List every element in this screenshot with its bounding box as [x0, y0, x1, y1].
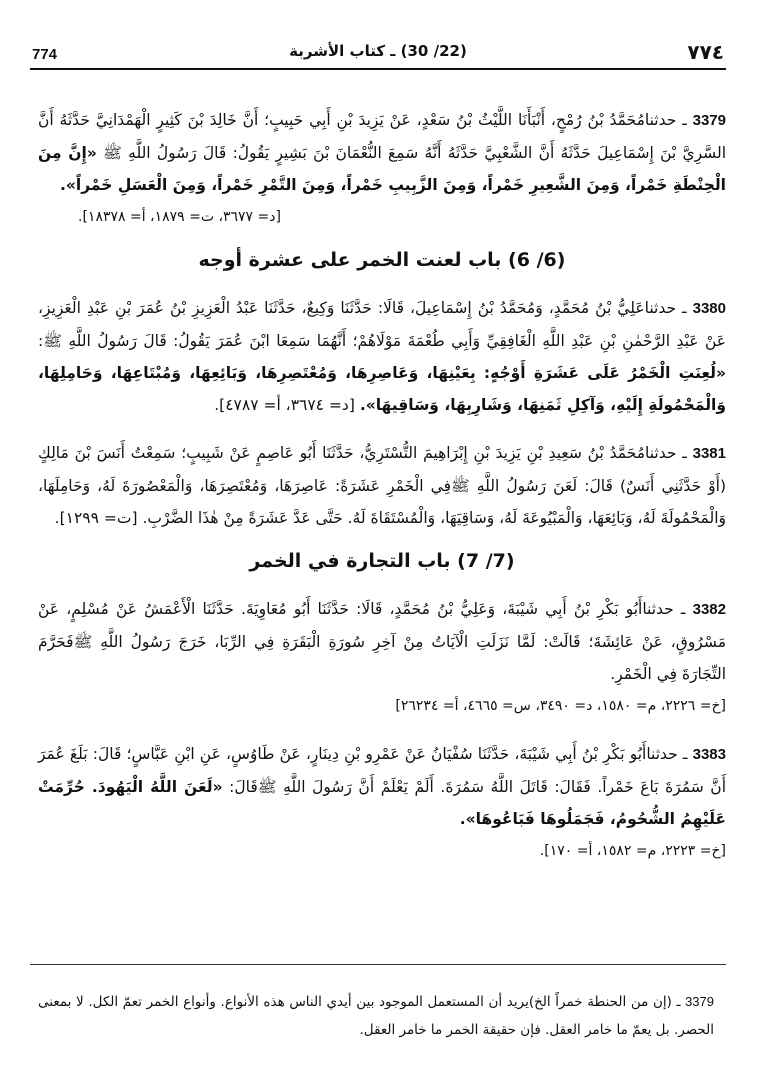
hadith-isnad: ـ حدثناأَبُو بَكْرِ بْنُ أَبِي شَيْبَةَ، حَدَّثَنَا سُفْيَانُ عَنْ عَمْرِو بْنِ دِينَارٍ، عَنْ طَاوُسٍ، عَنِ ابْنِ عَبَّاسٍ؛ قَالَ: بَلَغَ عُمَرَ أَنَّ سَمُرَةَ بَاعَ خَمْراً. فَقَالَ: قَاتَلَ اللَّهُ سَمُرَةَ. أَلَمْ يَعْلَمْ أَنَّ رَسُولَ اللَّهِ ﷺقَالَ: — [38, 744, 727, 796]
hadith-reference: [د= ٣٦٧٧، ت= ١٨٧٩، أ= ١٨٣٧٨]. — [78, 208, 281, 225]
hadith-3382 — [38, 593, 726, 722]
header-rule — [30, 68, 726, 70]
hadith-3381 — [38, 437, 726, 534]
page-number-arabic: ٧٧٤ — [687, 40, 724, 64]
hadith-number: 3379 — [692, 111, 726, 129]
hadith-reference: [خ= ٢٢٢٣، م= ١٥٨٢، أ= ١٧٠]. — [539, 842, 726, 859]
page-body — [38, 88, 726, 877]
hadith-reference: [ت= ١٢٩٩]. — [54, 508, 138, 527]
footnote-number: 3379 — [685, 993, 714, 1009]
footnote — [38, 988, 714, 1044]
footnote-text: ـ (إن من الحنطة خمراً الخ)يريد أن المستعمل الموجود بين أيدي الناس هذه الأنواع. وأنواع الخمر تعمّ الكل. لا بمعنى الحصر. بل يعمّ ما خامر العقل. فإن حقيقة الخمر ما خامر العقل. — [38, 993, 714, 1038]
hadith-matn: «إِنَّ مِنَ الْحِنْطَةِ خَمْراً، وَمِنَ الشَّعِيرِ خَمْراً، وَمِنَ الزَّبِيبِ خَمْراً، وَمِنَ التَّمْرِ خَمْراً، وَمِنَ الْعَسَلِ خَمْراً». — [38, 143, 726, 194]
hadith-3383 — [38, 738, 726, 867]
page-number-latin: 774 — [32, 46, 58, 63]
hadith-isnad: ـ حدثنامُحَمَّدُ بْنُ رُمْحٍ، أَنْبَأَنَا اللَّيْثُ بْنُ سَعْدٍ، عَنْ يَزِيدَ بْنِ أَبِي حَبِيبٍ؛ أَنَّ خَالِدَ بْنَ كَثِيرٍ الْهَمْدَانِيَّ حَدَّثَهُ أَنَّ السَّرِيَّ بْنَ إِسْمَاعِيلَ حَدَّثَهُ أَنَّ الشَّعْبِيَّ حَدَّثَهُ أَنَّهُ سَمِعَ النُّعْمَانَ بْنَ بَشِيرٍ يَقُولُ: قَالَ رَسُولُ اللَّهِ ﷺ — [38, 110, 727, 162]
chapter-heading-6: (6/ 6) باب لعنت الخمر على عشرة أوجه — [198, 248, 566, 271]
hadith-matn: «لَعَنَ اللَّهُ الْيَهُودَ. حُرِّمَتْ عَلَيْهِمُ الشُّحُومُ، فَجَمَلُوهَا فَبَاعُوهَا». — [38, 777, 726, 828]
hadith-number: 3383 — [692, 745, 726, 763]
hadith-3380 — [38, 292, 726, 421]
running-head: (22/ 30) ـ كتاب الأشربة — [289, 42, 467, 60]
hadith-reference: [د= ٣٦٧٤، أ= ٤٧٨٧]. — [214, 396, 355, 414]
footnote-rule — [30, 964, 726, 965]
chapter-heading-7: (7/ 7) باب التجارة في الخمر — [249, 549, 515, 572]
hadith-number: 3380 — [692, 300, 726, 317]
hadith-isnad: ـ حدثناعَلِيُّ بْنُ مُحَمَّدٍ، وَمُحَمَّدُ بْنُ إِسْمَاعِيلَ، قَالَا: حَدَّثَنَا وَكِيعٌ، حَدَّثَنَا عَبْدُ الْعَزِيزِ بْنُ عُمَرَ بْنِ عَبْدِ الْعَزِيزِ، عَنْ عَبْدِ الرَّحْمٰنِ بْنِ عَبْدِ اللَّهِ الْغَافِقِيِّ وَأَبِي طُعْمَةَ مَوْلَاهُمْ؛ أَنَّهُمَا سَمِعَا ابْنَ عُمَرَ يَقُولُ: قَالَ رَسُولُ اللَّهِ ﷺ: — [38, 299, 726, 350]
hadith-3379 — [38, 104, 726, 233]
hadith-reference: [خ= ٢٢٢٦، م= ١٥٨٠، د= ٣٤٩٠، س= ٤٦٦٥، أ= ٢٦٢٣٤] — [395, 698, 726, 714]
hadith-isnad: ـ حدثناأَبُو بَكْرِ بْنُ أَبِي شَيْبَةَ، وَعَلِيُّ بْنُ مُحَمَّدٍ، قَالَا: حَدَّثَنَا أَبُو مُعَاوِيَةَ. حَدَّثَنَا الْأَعْمَشُ عَنْ مُسْلِمٍ، عَنْ مَسْرُوقٍ، عَنْ عَائِشَةَ؛ قَالَتْ: لَمَّا نَزَلَتِ الْآيَاتُ مِنْ آخِرِ سُورَةِ الْبَقَرَةِ فِي الرِّبَا، خَرَجَ رَسُولُ اللَّهِ ﷺفَحَرَّمَ التِّجَارَةَ فِي الْخَمْرِ. — [38, 600, 726, 683]
hadith-isnad: ـ حدثنامُحَمَّدُ بْنُ سَعِيدِ بْنِ يَزِيدَ بْنِ إِبْرَاهِيمَ التُّسْتَرِيُّ، حَدَّثَنَا أَبُو عَاصِمٍ عَنْ شَبِيبٍ؛ سَمِعْتُ أَنَسَ بْنَ مَالِكٍ (أَوْ حَدَّثَنِي أَنَسٌ) قَالَ: لَعَنَ رَسُولُ اللَّهِ ﷺفِي الْخَمْرِ عَشَرَةً: عَاصِرَهَا، وَمُعْتَصِرَهَا، وَالْمَعْصُورَةَ لَهُ، وَحَامِلَهَا، وَالْمَحْمُولَةَ لَهُ، وَبَائِعَهَا، وَالْمَبْيُوعَةَ لَهُ، وَسَاقِيَهَا، وَالْمُسْتَقَاةَ لَهُ. حَتَّى عَدَّ عَشَرَةً مِنْ هٰذَا الضَّرْبِ. — [38, 443, 726, 527]
hadith-number: 3381 — [692, 444, 726, 462]
hadith-matn: «لُعِنَتِ الْخَمْرُ عَلَى عَشَرَةِ أَوْجُهٍ: بِعَيْنِهَا، وَعَاصِرِهَا، وَمُعْتَصِرِهَا، وَبَائِعِهَا، وَمُبْتَاعِهَا، وَحَامِلِهَا، وَالْمَحْمُولَةِ إِلَيْهِ، وَآكِلِ ثَمَنِهَا، وَشَارِبِهَا، وَسَاقِيهَا». — [38, 364, 726, 414]
page-header — [30, 40, 726, 70]
hadith-number: 3382 — [692, 601, 726, 618]
